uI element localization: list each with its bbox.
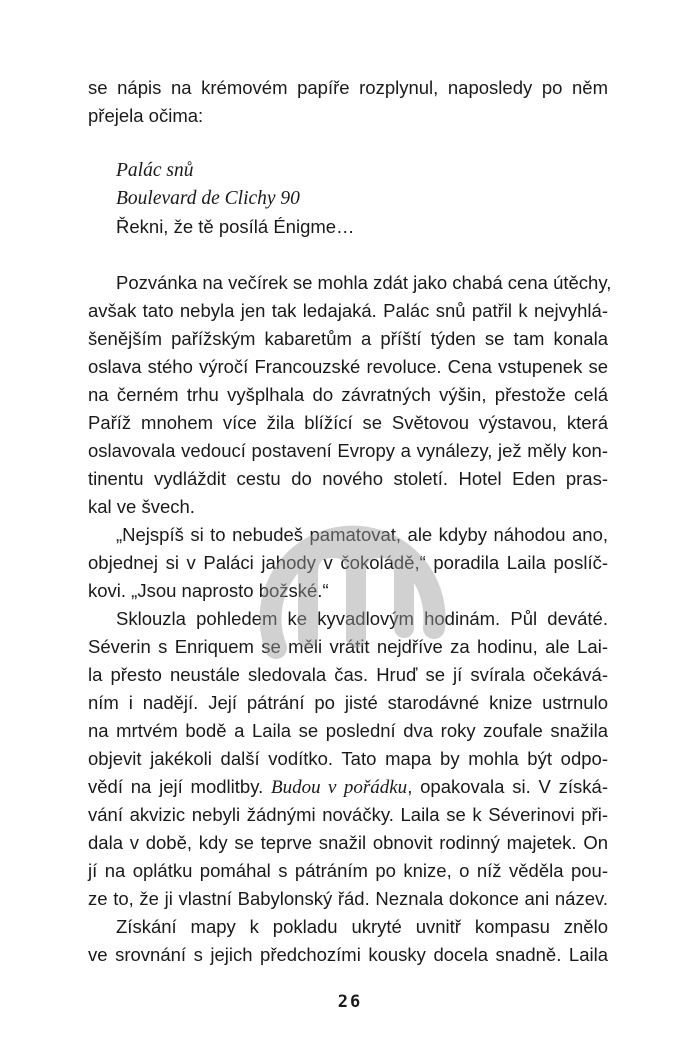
publisher-logo-m-icon [238, 478, 468, 678]
text-line: avšak tato nebyla jen tak ledajaká. Palác snů patřil k nejvyhlá- [88, 300, 608, 321]
text-line: oslavovala vedoucí postavení Evropy a vynálezy, jež měly kon- [88, 440, 608, 461]
italic-phrase: Budou v pořádku [271, 777, 408, 798]
text-line: šenějším pařížským kabaretům a příští týden se tam konala [88, 328, 608, 349]
quote-line: Řekni, že tě posílá Énigme… [116, 216, 355, 237]
text-line-mixed [88, 775, 608, 800]
text-line: Séverin s Enriquem se měli vrátit nejdříve za hodinu, ale Lai- [88, 636, 608, 657]
quote-line: Palác snů [116, 160, 194, 181]
text-segment: , opakovala si. V získá- [407, 776, 608, 797]
text-line: tinentu vydláždit cestu do nového století. Hotel Eden pras- [88, 468, 608, 489]
text-line: kovi. „Jsou naprosto božské.“ [88, 580, 329, 601]
text-line: na mrtvém bodě a Laila se poslední dva roky zoufale snažila [88, 720, 608, 741]
text-line: Paříž mnohem více žila blížící se Světovou výstavou, která [88, 412, 608, 433]
text-line: vání akvizic nebyli žádnými nováčky. Laila se k Séverinovi při- [88, 804, 608, 825]
text-line: na černém trhu vyšplhala do závratných výšin, přestože celá [88, 384, 608, 405]
text-line: dala v době, kdy se teprve snažil obnovit rodinný majetek. On [88, 832, 608, 853]
text-line: objevit jakékoli další vodítko. Tato mapa by mohla být odpo- [88, 748, 608, 769]
text-line: oslava stého výročí Francouzské revoluce. Cena vstupenek se [88, 356, 608, 377]
text-line: Získání mapy k pokladu ukryté uvnitř kompasu znělo [116, 916, 608, 937]
text-line: objednej si v Paláci jahody v čokoládě,“ poradila Laila poslíč- [88, 552, 608, 573]
text-line: „Nejspíš si to nebudeš pamatovat, ale kdyby náhodou ano, [116, 524, 608, 545]
quote-line: Boulevard de Clichy 90 [116, 188, 300, 209]
text-line: ním i nadějí. Její pátrání po jisté starodávné knize ustrnulo [88, 692, 608, 713]
text-line: kal ve švech. [88, 496, 195, 517]
text-line: ve srovnání s jejich předchozími kousky docela snadně. Laila [88, 944, 608, 965]
text-line: jí na oplátku pomáhal s pátráním po knize, o níž věděla pou- [88, 860, 608, 881]
text-line: Pozvánka na večírek se mohla zdát jako chabá cena útěchy, [116, 272, 612, 293]
text-segment: vědí na její modlitby. [88, 776, 264, 797]
page-number: 26 [337, 992, 363, 1012]
text-line: přejela očima: [88, 105, 204, 126]
text-line: ze to, že ji vlastní Babylonský řád. Neznala dokonce ani název. [88, 888, 608, 909]
text-line: se nápis na krémovém papíře rozplynul, naposledy po něm [88, 77, 608, 98]
text-line: la přesto neustále sledovala čas. Hruď se jí svírala očekává- [88, 664, 608, 685]
text-line: Sklouzla pohledem ke kyvadlovým hodinám. Půl deváté. [116, 608, 608, 629]
